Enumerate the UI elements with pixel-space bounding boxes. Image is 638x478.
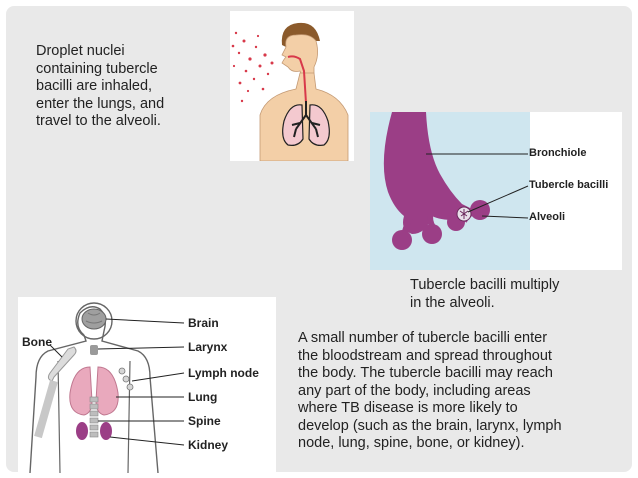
body-figure	[18, 297, 276, 473]
multiply-description: Tubercle bacilli multiply in the alveoli.	[410, 277, 560, 311]
bronchiole-alveoli-figure	[370, 112, 622, 270]
inhaled-description: Droplet nuclei containing tubercle bacilli are inhaled, enter the lungs, and travel to the alveoli.	[36, 43, 165, 129]
spread-description: A small number of tubercle bacilli enter the bloodstream and spread throughout the body. The tubercle bacilli may reach any part of the body, including areas where TB disease is more likely to develop (such as the brain, larynx, lymph node, lung, spine, bone, or kidney).	[298, 330, 562, 451]
label-larynx: Larynx	[188, 340, 228, 354]
label-brain: Brain	[188, 316, 219, 330]
larynx-icon	[90, 345, 98, 355]
label-kidney: Kidney	[188, 438, 229, 452]
droplets-icon	[232, 32, 274, 102]
label-tubercle-bacilli: Tubercle bacilli	[529, 179, 609, 191]
head-lungs-figure	[230, 11, 354, 161]
body-illustration	[18, 297, 276, 473]
lymph-node-icon	[119, 368, 133, 390]
label-bone: Bone	[22, 335, 52, 349]
lung-icon	[70, 367, 92, 415]
label-bronchiole: Bronchiole	[529, 147, 587, 159]
label-alveoli: Alveoli	[529, 211, 566, 223]
label-spine: Spine	[188, 414, 221, 428]
bone-icon	[48, 347, 76, 381]
brain-icon	[82, 309, 106, 329]
label-lymph-node: Lymph node	[188, 366, 259, 380]
label-lung: Lung	[188, 390, 218, 404]
kidney-icon	[76, 422, 88, 440]
inhalation-illustration	[230, 11, 354, 161]
alveoli-illustration	[370, 112, 622, 270]
